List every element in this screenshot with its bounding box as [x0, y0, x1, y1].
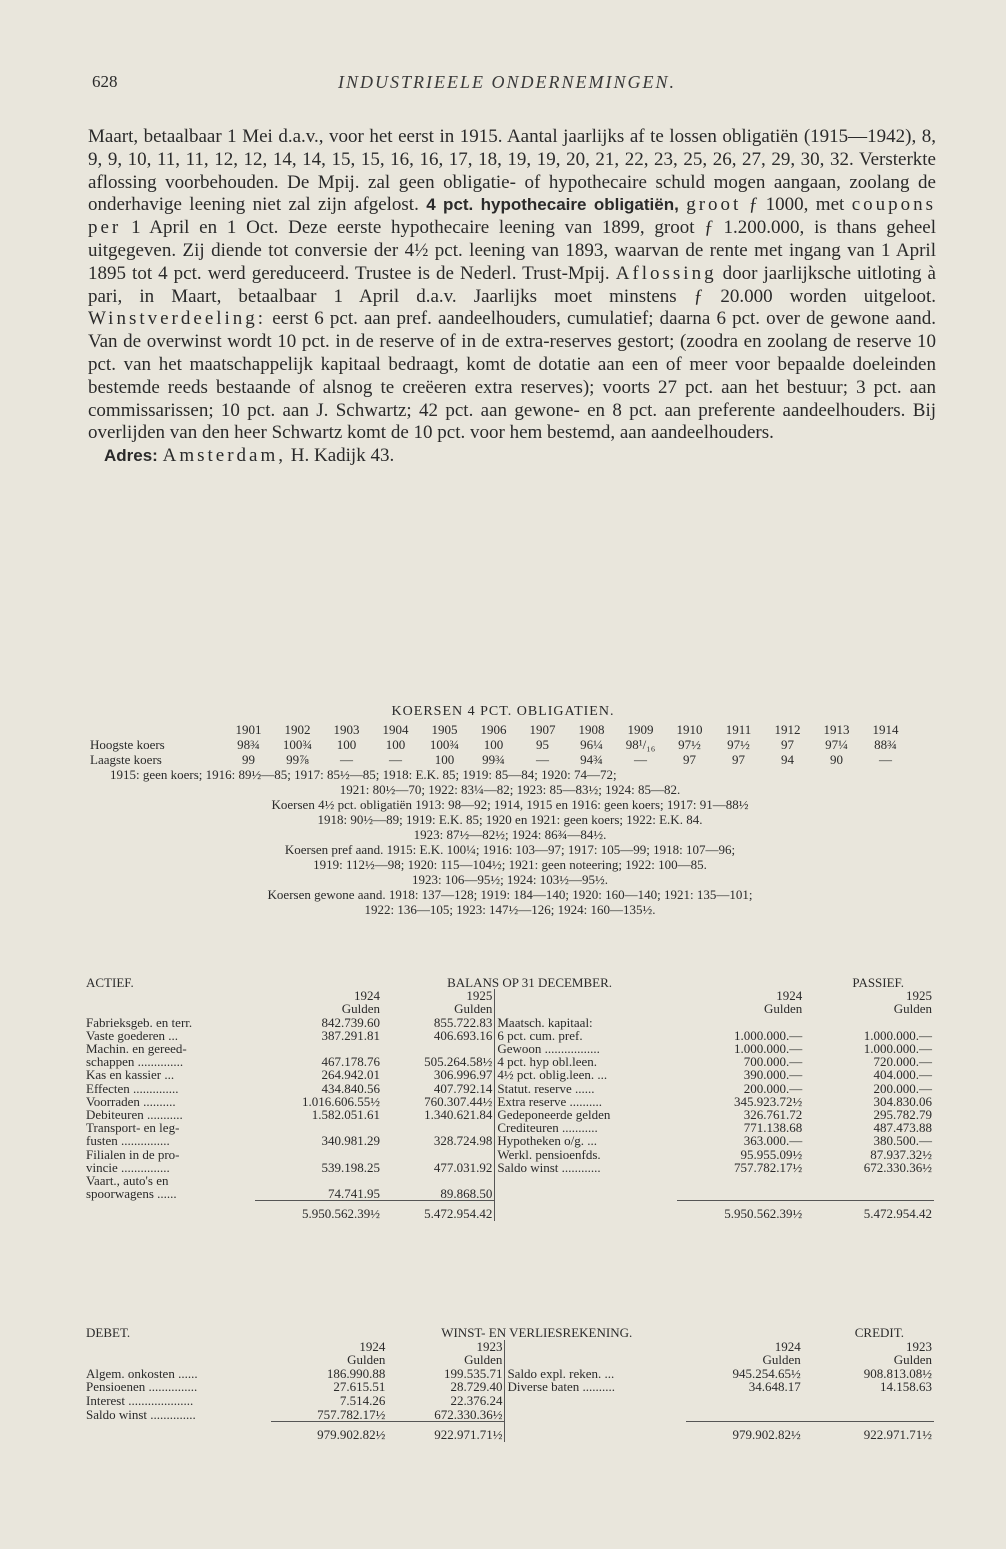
year-cell: 1910: [676, 722, 703, 737]
row-label: Statut. reserve ......: [495, 1082, 677, 1095]
value-cell: 1.000.000.—: [734, 1027, 803, 1043]
value-cell: 295.782.79: [873, 1107, 932, 1123]
year-cell: 1913: [823, 722, 850, 737]
row-label: 4 pct. hyp obl.leen.: [495, 1055, 677, 1068]
total-cell: 5.950.562.39½: [677, 1201, 804, 1221]
table-row: [84, 1174, 934, 1187]
value-cell: 326.761.72: [743, 1107, 803, 1123]
row-label: schappen ..............: [86, 1054, 184, 1070]
laagste-cell: —: [340, 752, 353, 767]
row-label: vincie ...............: [86, 1159, 170, 1175]
laagste-row: [90, 752, 930, 767]
row-label: fusten ...............: [86, 1133, 170, 1149]
year-cell: 1903: [333, 722, 360, 737]
koers-line: 1923: 106—95½; 1924: 103½—95½.: [411, 872, 609, 887]
hoogste-label: Hoogste koers: [90, 737, 165, 752]
value-cell: 363.000.—: [743, 1133, 803, 1149]
laagste-cell: 90: [830, 752, 843, 767]
row-label: Diverse baten ..........: [505, 1380, 686, 1394]
hoogste-cell: 96¼: [580, 737, 603, 752]
value-cell: 487.473.88: [873, 1120, 932, 1136]
text-amount: ƒ 1000, met: [748, 194, 845, 216]
year-header: 1924: [774, 1338, 801, 1354]
hoogste-cell: 98¾: [237, 737, 260, 752]
row-label: Interest ....................: [86, 1392, 194, 1408]
cell: [505, 1394, 686, 1408]
adres-label: Adres:: [104, 446, 158, 466]
value-cell: [677, 1016, 804, 1029]
value-cell: 908.813.08½: [863, 1365, 932, 1381]
table-row: [84, 1187, 934, 1201]
value-cell: 672.330.36½: [434, 1406, 503, 1422]
koers-line: Koersen 4½ pct. obligatiën 1913: 98—92; 1914, 1915 en 1916: geen koers; 1917: 91—88½: [271, 797, 749, 812]
total-cell: 5.950.562.39½: [255, 1201, 382, 1221]
hoogste-cell: 100: [336, 737, 357, 752]
row-label: Kas en kassier ...: [86, 1067, 175, 1083]
laagste-cell: 100: [434, 752, 455, 767]
value-cell: 27.615.51: [333, 1379, 386, 1395]
value-cell: 89.868.50: [440, 1186, 493, 1202]
unit-header: Gulden: [347, 1352, 386, 1368]
row-label: Gedeponeerde gelden: [495, 1108, 677, 1121]
spaced-groot: groot: [686, 194, 742, 216]
row-label: Werkl. pensioenfds.: [495, 1148, 677, 1161]
value-cell: 95.955.09½: [740, 1146, 803, 1162]
year-header: 1924: [776, 988, 803, 1004]
value-cell: 1.000.000.—: [734, 1041, 803, 1057]
value-cell: 1.000.000.—: [863, 1041, 932, 1057]
value-cell: 406.693.16: [433, 1027, 493, 1043]
value-cell: 390.000.—: [743, 1067, 803, 1083]
table-row: [84, 1161, 934, 1174]
value-cell: 22.376.24: [450, 1392, 503, 1408]
table-row: [84, 1148, 934, 1161]
profit-loss-account: [84, 1326, 934, 1442]
years-row: [90, 722, 930, 737]
value-cell: 945.254.65½: [732, 1365, 801, 1381]
cell: [804, 1174, 934, 1187]
row-label: Fabrieksgeb. en terr.: [86, 1014, 193, 1030]
value-cell: 757.782.17½: [317, 1406, 386, 1422]
laagste-cell: 99⅞: [286, 752, 309, 767]
para-winstverdeeling: eerst 6 pct. aan pref. aandeelhouders, cumulatief; daarna 6 pct. over de gewone aand. Van de overwinst wordt 10 pct. in de reserve of in de extra-reserves gestort; (zoodra en zoolang de reserve 10 pct. van het maatschappelijk kapitaal bedraagt, komt de dotatie aan een of meer voor bepaalde doeleinden bestemde reeds bestaande of alsnog te creëeren extra reserves); voorts 27 pct. aan het bestuur; 3 pct. aan commissarissen; 10 pct. aan J. Schwartz; 42 pct. aan gewone- en 8 pct. aan preferente aandeelhouders. Bij overlijden van den heer Schwartz komt de 10 pct. voor hem bestemd, aan aandeelhouders.: [88, 308, 937, 444]
row-label: Saldo expl. reken. ...: [505, 1367, 686, 1381]
totals-row: [84, 1201, 934, 1221]
year-cell: 1906: [480, 722, 507, 737]
cell: [505, 1408, 686, 1422]
row-label: Maatsch. kapitaal:: [495, 1016, 677, 1029]
total-cell: 922.971.71½: [803, 1422, 934, 1442]
value-cell: 74.741.95: [328, 1186, 381, 1202]
row-label: Vaste goederen ...: [86, 1027, 179, 1043]
year-cell: 1911: [725, 722, 752, 737]
value-cell: 345.923.72½: [734, 1093, 803, 1109]
value-cell: 771.138.68: [743, 1120, 803, 1136]
value-cell: 672.330.36½: [863, 1159, 932, 1175]
hoogste-cell: 97½: [727, 737, 750, 752]
row-label: Saldo winst ..............: [86, 1406, 196, 1422]
value-cell: 1.000.000.—: [863, 1027, 932, 1043]
balance-title: BALANS OP 31 DECEMBER.: [447, 975, 613, 990]
laagste-cell: —: [389, 752, 402, 767]
cell: [495, 1201, 677, 1221]
total-cell: 979.902.82½: [271, 1422, 388, 1442]
laagste-cell: 94¾: [580, 752, 603, 767]
year-header: 1923: [476, 1338, 503, 1354]
value-cell: [804, 1016, 934, 1029]
year-cell: 1908: [578, 722, 605, 737]
koers-line: 1923: 87½—82½; 1924: 86¾—84½.: [413, 827, 607, 842]
row-label: Hypotheken o/g. ...: [495, 1134, 677, 1147]
koersen-title: KOERSEN 4 PCT. OBLIGATIEN.: [391, 704, 615, 719]
total-cell: 5.472.954.42: [382, 1201, 495, 1221]
table-row: [84, 1068, 934, 1081]
value-cell: 306.996.97: [433, 1067, 493, 1083]
cell: [677, 1187, 804, 1201]
unit-header: Gulden: [454, 1001, 493, 1017]
laagste-cell: 99: [242, 752, 255, 767]
value-cell: 87.937.32½: [870, 1146, 932, 1162]
year-header: 1923: [906, 1338, 932, 1354]
table-row: [84, 1082, 934, 1095]
unit-header: Gulden: [341, 1001, 381, 1017]
laagste-cell: 99¾: [482, 752, 505, 767]
row-label: Voorraden ..........: [86, 1093, 176, 1109]
debet-label: DEBET.: [86, 1325, 131, 1340]
adres-street: H. Kadijk 43.: [290, 445, 395, 467]
hoogste-cell: 97½: [678, 737, 701, 752]
laagste-cell: —: [634, 752, 647, 767]
value-cell: 200.000.—: [743, 1080, 803, 1096]
koersen-block: [90, 722, 930, 917]
year-cell: 1901: [235, 722, 262, 737]
hoogste-cell: 97: [781, 737, 794, 752]
passief-label: PASSIEF.: [852, 975, 904, 990]
table-row: [84, 1134, 934, 1147]
cell: [84, 1201, 255, 1221]
row-label: 4½ pct. oblig.leen. ...: [495, 1068, 677, 1081]
para-obligations: Maart, betaalbaar 1 Mei d.a.v., voor het eerst in 1915. Aantal jaarlijks af te lossen obligatiën (1915—1942), 8, 9, 9, 10, 11, 11, 12, 12, 14, 14, 15, 15, 16, 16, 17, 18, 19, 19, 20, 21, 22, 23, 25, 26, 27, 29, 30, 32. Versterkte aflossing voorbehouden. De Mpij. zal geen obligatie- of hypothecaire schuld mogen aangaan, zoolang de onderhavige leening niet zal zijn afgelost.: [88, 126, 936, 216]
total-cell: 979.902.82½: [686, 1422, 803, 1442]
value-cell: 434.840.56: [321, 1080, 381, 1096]
value-cell: 264.942.01: [321, 1067, 381, 1083]
row-label: Transport- en leg-: [86, 1120, 180, 1136]
value-cell: 380.500.—: [873, 1133, 932, 1149]
hoogste-cell: 100: [385, 737, 406, 752]
balance-sheet: [84, 976, 934, 1221]
value-cell: 340.981.29: [321, 1133, 381, 1149]
row-label: Vaart., auto's en: [86, 1173, 169, 1189]
cell: [495, 1174, 677, 1187]
hoogste-cell: 100: [483, 737, 504, 752]
year-header: 1925: [906, 988, 932, 1004]
total-cell: 922.971.71½: [387, 1422, 505, 1442]
value-cell: 842.739.60: [321, 1014, 381, 1030]
cell: [84, 1422, 271, 1442]
value-cell: 14.158.63: [880, 1379, 932, 1395]
value-cell: 539.198.25: [321, 1159, 381, 1175]
laagste-cell: 97: [732, 752, 745, 767]
unit-header: Gulden: [893, 1352, 932, 1368]
spaced-coupons: coupons per: [88, 194, 937, 239]
cell: [803, 1408, 934, 1422]
value-cell: 407.792.14: [433, 1080, 493, 1096]
koers-line: Koersen gewone aand. 1918: 137—128; 1919: 184—140; 1920: 160—140; 1921: 135—101;: [267, 887, 753, 902]
laagste-cell: —: [879, 752, 892, 767]
value-cell: 1.582.051.61: [311, 1107, 381, 1123]
bold-heading-hyp: 4 pct. hypothecaire obligatiën,: [426, 195, 679, 215]
table-row: [84, 1367, 934, 1381]
unit-header: Gulden: [893, 1001, 932, 1017]
spaced-aflossing: Aflossing: [615, 262, 717, 284]
row-label: Pensioenen ...............: [86, 1379, 198, 1395]
row-label: Effecten ..............: [86, 1080, 179, 1096]
value-cell: 855.722.83: [433, 1014, 493, 1030]
spaced-winstverdeeling: Winstverdeeling:: [88, 308, 267, 330]
value-cell: 7.514.26: [339, 1392, 386, 1408]
year-cell: 1909: [627, 722, 654, 737]
laagste-cell: 97: [683, 752, 696, 767]
value-cell: 199.535.71: [443, 1365, 503, 1381]
value-cell: 477.031.92: [433, 1159, 493, 1175]
year-header: 1924: [359, 1338, 386, 1354]
row-label: Filialen in de pro-: [86, 1146, 180, 1162]
cell: [804, 1187, 934, 1201]
year-cell: 1907: [529, 722, 556, 737]
cell: [495, 1187, 677, 1201]
year-cell: 1904: [382, 722, 409, 737]
unit-header: Gulden: [464, 1352, 503, 1368]
value-cell: 505.264.58½: [424, 1054, 493, 1070]
company-description: [88, 126, 936, 468]
laagste-label: Laagste koers: [90, 752, 162, 767]
value-cell: 28.729.40: [450, 1379, 503, 1395]
cell: [686, 1394, 803, 1408]
adres-city: Amsterdam,: [162, 445, 287, 467]
koers-line: 1915: geen koers; 1916: 89½—85; 1917: 85½—85; 1918: E.K. 85; 1919: 85—84; 1920: 74—72;: [110, 767, 617, 782]
value-cell: [255, 1148, 382, 1161]
row-label: spoorwagens ......: [86, 1186, 177, 1202]
cell: [677, 1174, 804, 1187]
row-label: Crediteuren ...........: [495, 1121, 677, 1134]
year-header: 1925: [466, 988, 493, 1004]
value-cell: 1.340.621.84: [424, 1107, 493, 1123]
table-row: [84, 1016, 934, 1029]
value-cell: 304.830.06: [873, 1093, 932, 1109]
year-header: 1924: [354, 988, 381, 1004]
koers-line: 1918: 90½—89; 1919: E.K. 85; 1920 en 1921: geen koers; 1922: E.K. 84.: [317, 812, 703, 827]
actief-label: ACTIEF.: [86, 975, 134, 990]
row-label: Machin. en gereed-: [86, 1041, 187, 1057]
table-row: [84, 1408, 934, 1422]
value-cell: 404.000.—: [873, 1067, 932, 1083]
year-cell: 1902: [284, 722, 311, 737]
row-label: 6 pct. cum. pref.: [495, 1029, 677, 1042]
koers-line: Koersen pref aand. 1915: E.K. 100¼; 1916: 103—97; 1917: 105—99; 1918: 107—96;: [284, 842, 736, 857]
wv-title: WINST- EN VERLIESREKENING.: [441, 1325, 633, 1340]
unit-header: Gulden: [764, 1001, 803, 1017]
hoogste-cell: 98¹/₁₆: [625, 737, 656, 752]
laagste-cell: —: [536, 752, 549, 767]
hoogste-row: [90, 737, 930, 752]
para-leening: 1 April en 1 Oct. Deze eerste hypothecaire leening van 1899, groot ƒ 1.200.000, is thans geheel uitgegeven. Zij diende tot conversie der 4½ pct. leening van 1893, waarvan de rente met ingang van 1 April 1895 tot 4 pct. werd gereduceerd. Trustee is de Nederl. Trust-Mpij.: [88, 217, 937, 284]
value-cell: 720.000.—: [873, 1054, 932, 1070]
koers-line: 1922: 136—105; 1923: 147½—126; 1924: 160—135½.: [364, 902, 656, 917]
page-header: [92, 72, 922, 96]
cell: [505, 1422, 686, 1442]
hoogste-cell: 97¼: [825, 737, 848, 752]
credit-label: CREDIT.: [854, 1325, 904, 1340]
hoogste-cell: 100¾: [429, 737, 460, 752]
row-label: Saldo winst ............: [495, 1161, 677, 1174]
totals-row: [84, 1422, 934, 1442]
row-label: Gewoon .................: [495, 1042, 677, 1055]
row-label: Debiteuren ...........: [86, 1107, 183, 1123]
hoogste-cell: 95: [536, 737, 549, 752]
year-cell: 1912: [774, 722, 801, 737]
value-cell: 700.000.—: [743, 1054, 803, 1070]
cell: [803, 1394, 934, 1408]
value-cell: 760.307.44½: [424, 1093, 493, 1109]
value-cell: 757.782.17½: [734, 1159, 803, 1175]
value-cell: 1.016.606.55½: [302, 1093, 381, 1109]
koers-line: 1919: 112½—98; 1920: 115—104½; 1921: geen noteering; 1922: 100—85.: [313, 857, 707, 872]
value-cell: 34.648.17: [748, 1379, 801, 1395]
table-row: [84, 1380, 934, 1394]
value-cell: 200.000.—: [873, 1080, 932, 1096]
value-cell: 328.724.98: [433, 1133, 493, 1149]
running-title: INDUSTRIEELE ONDERNEMINGEN.: [338, 72, 676, 92]
koers-line: 1921: 80½—70; 1922: 83¼—82; 1923: 85—83½; 1924: 85—82.: [339, 782, 681, 797]
table-row: [84, 1394, 934, 1408]
page-number: 628: [92, 72, 118, 91]
laagste-cell: 94: [781, 752, 794, 767]
value-cell: 186.990.88: [326, 1365, 386, 1381]
total-cell: 5.472.954.42: [804, 1201, 934, 1221]
para-aflossing: door jaarlijksche uitloting à pari, in Maart, betaalbaar 1 April d.a.v. Jaarlijks moet minstens ƒ 20.000 worden uitgeloot.: [88, 262, 936, 307]
year-cell: 1905: [431, 722, 458, 737]
row-label: Extra reserve ..........: [495, 1095, 677, 1108]
hoogste-cell: 88¾: [874, 737, 897, 752]
row-label: Algem. onkosten ......: [86, 1365, 198, 1381]
unit-header: Gulden: [762, 1352, 801, 1368]
year-cell: 1914: [872, 722, 899, 737]
cell: [686, 1408, 803, 1422]
value-cell: 467.178.76: [321, 1054, 381, 1070]
value-cell: 387.291.81: [321, 1027, 381, 1043]
value-cell: [382, 1148, 495, 1161]
hoogste-cell: 100¾: [282, 737, 313, 752]
